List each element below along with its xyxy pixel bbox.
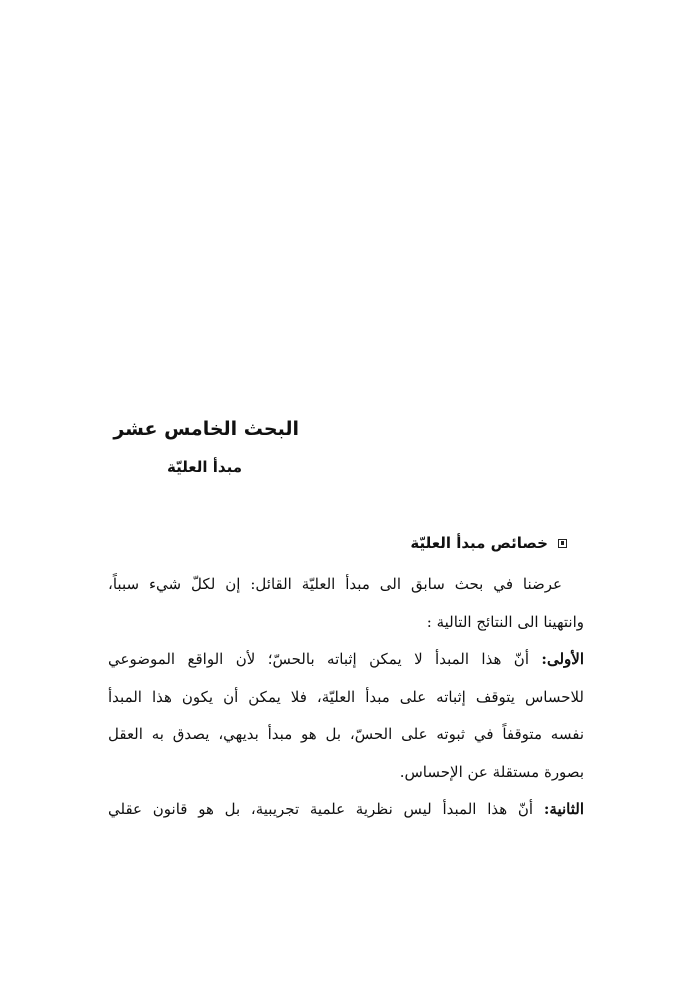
paragraph-line: وانتهينا الى النتائج التالية : [426, 612, 584, 631]
paragraph-line: نفسه متوقفاً في ثبوته على الحسّ، بل هو مبدأ بديهي، يصدق به العقل [108, 725, 584, 743]
paragraph-line: عرضنا في بحث سابق الى مبدأ العليّة القائل: إن لكلّ شيء سبباً، [108, 575, 562, 593]
chapter-heading: البحث الخامس عشر [113, 418, 299, 440]
paragraph-line: بصورة مستقلة عن الإحساس. [399, 762, 584, 781]
paragraph-line [108, 641, 584, 679]
section-title: خصائص مبدأ العليّة [410, 534, 548, 552]
section-heading [410, 534, 567, 552]
square-bullet-icon [558, 539, 567, 548]
paragraph-line [108, 791, 584, 829]
paragraph-text: أنّ هذا المبدأ لا يمكن إثباته بالحسّ؛ لأن الواقع الموضوعي [108, 650, 529, 668]
paragraph-text: أنّ هذا المبدأ ليس نظرية علمية تجريبية، بل هو قانون عقلي [108, 800, 534, 818]
chapter-subheading: مبدأ العليّة [166, 458, 242, 476]
paragraph-lead: الثانية: [543, 800, 584, 818]
body-text [108, 566, 584, 829]
paragraph-lead: الأولى: [541, 650, 584, 668]
paragraph-line: للاحساس يتوقف إثباته على مبدأ العليّة، فلا يمكن أن يكون هذا المبدأ [108, 687, 584, 706]
